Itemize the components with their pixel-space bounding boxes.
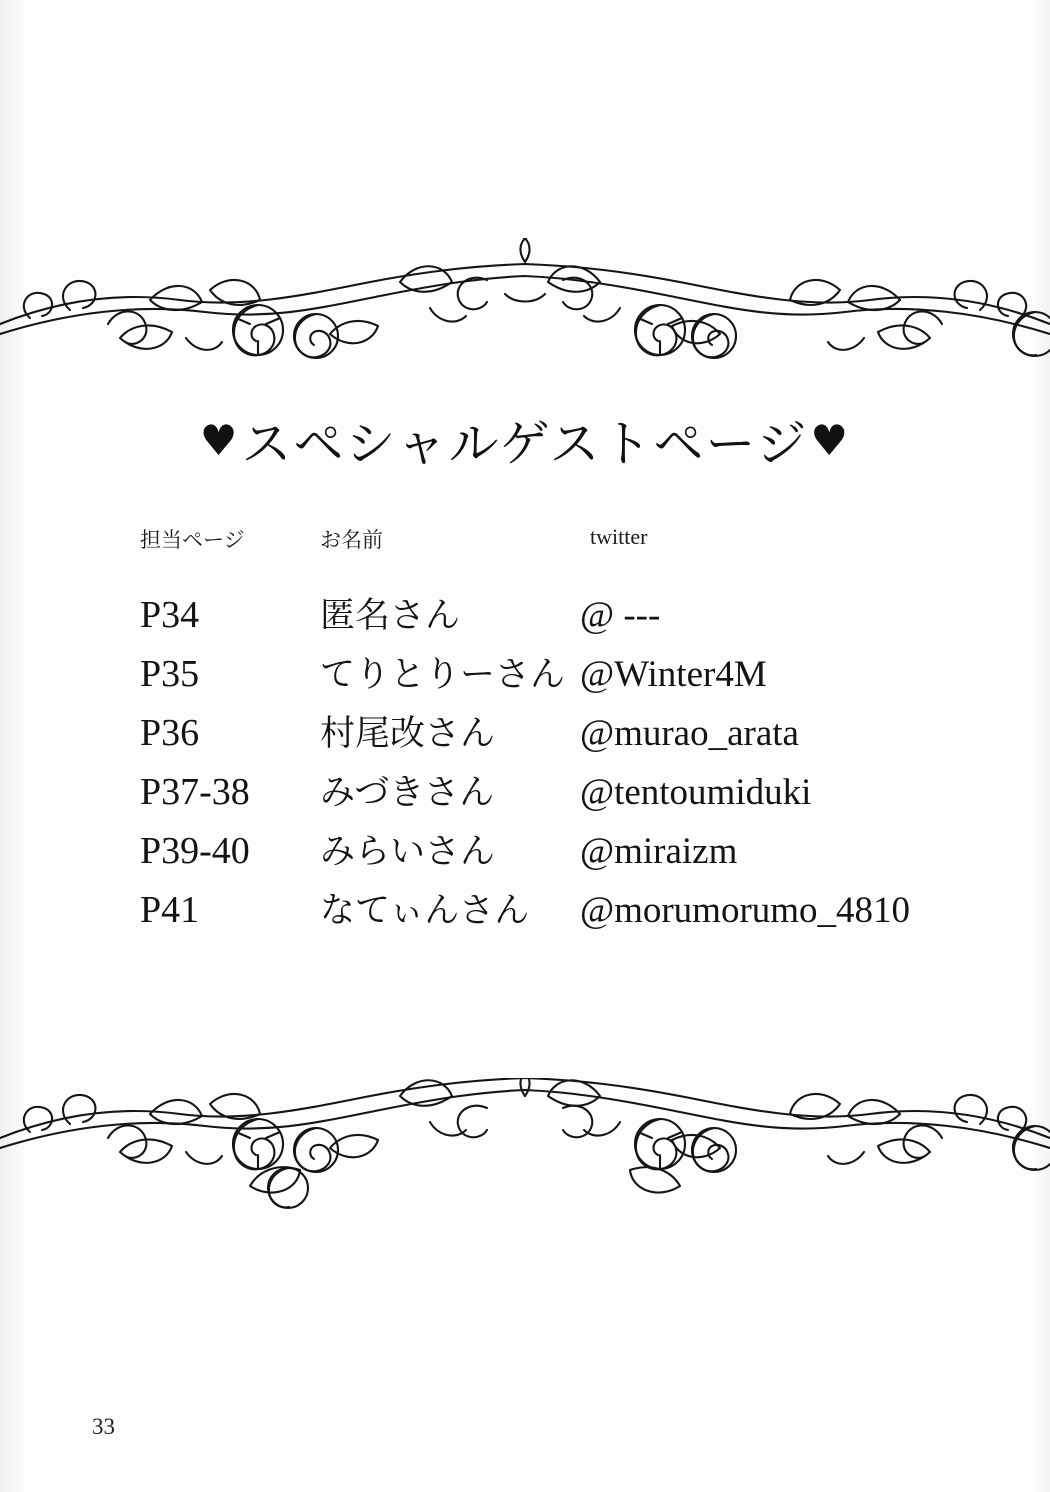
- cell-page: P37-38: [140, 771, 250, 813]
- guest-credits-table: [140, 524, 1000, 942]
- cell-name: みづきさん: [320, 773, 495, 813]
- cell-twitter: @murao_arata: [580, 713, 799, 754]
- table-row: [140, 883, 1000, 933]
- cell-page: P35: [140, 653, 200, 695]
- cell-twitter: @ ---: [580, 595, 661, 636]
- cell-twitter: @miraizm: [580, 831, 738, 872]
- cell-page: P34: [140, 594, 200, 636]
- cell-page: P36: [140, 712, 200, 754]
- cell-twitter: @morumorumo_4810: [580, 890, 911, 931]
- heart-icon-right: ♥: [810, 416, 851, 465]
- table-row: [140, 824, 1000, 874]
- cell-page: P41: [140, 889, 200, 931]
- cell-twitter: @tentoumiduki: [580, 772, 812, 813]
- cell-name: みらいさん: [320, 832, 496, 872]
- table-row: [140, 588, 1000, 638]
- cell-name: てりとりーさん: [320, 655, 566, 695]
- column-header-page: 担当ページ: [140, 528, 245, 552]
- table-row: [140, 647, 1000, 697]
- heart-icon-left: ♥: [199, 416, 240, 465]
- table-row: [140, 706, 1000, 756]
- cell-twitter: @Winter4M: [580, 654, 767, 695]
- cell-page: P39-40: [140, 830, 250, 872]
- cell-name: 匿名さん: [320, 596, 461, 636]
- floral-rose-border-ornament-top: [0, 238, 1050, 378]
- page-title-text: スペシャルゲストページ: [241, 415, 809, 473]
- cell-name: 村尾改さん: [320, 714, 496, 754]
- page-title: [0, 404, 1050, 476]
- page-number: 33: [92, 1414, 115, 1439]
- table-row: [140, 765, 1000, 815]
- table-header-row: [140, 524, 1000, 554]
- floral-rose-border-ornament-bottom: [0, 1078, 1050, 1218]
- cell-name: なてぃんさん: [320, 891, 530, 931]
- column-header-twitter: twitter: [590, 524, 648, 549]
- column-header-name: お名前: [320, 528, 383, 552]
